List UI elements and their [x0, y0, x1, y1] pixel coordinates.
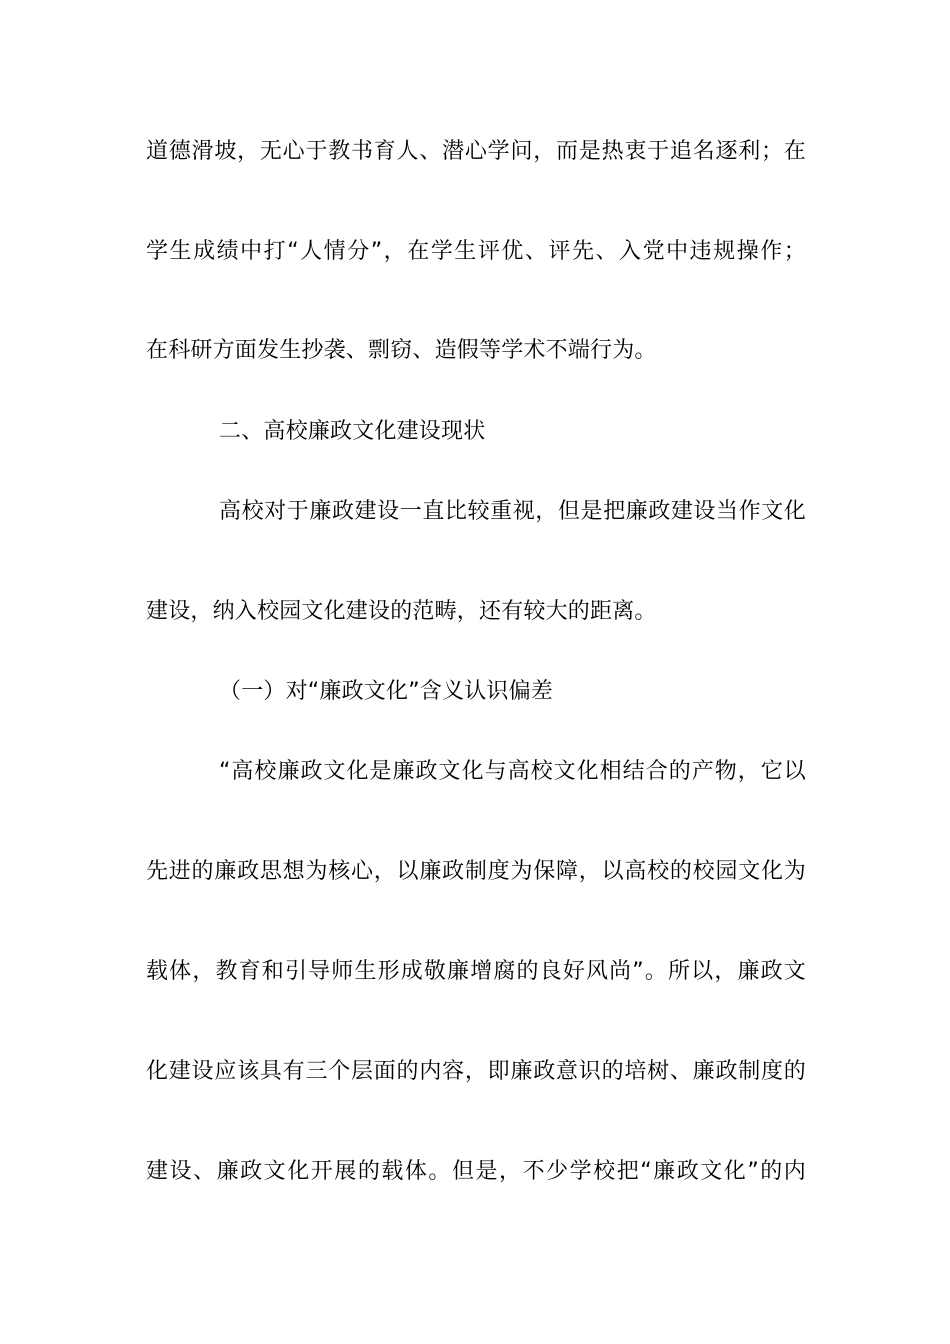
subsection-heading: （一）对“廉政文化”含义认识偏差 — [219, 679, 553, 704]
paragraph-line-1: 道德滑坡，无心于教书育人、潜心学问，而是热衷于追名逐利；在 — [146, 139, 806, 164]
paragraph-line-6: “高校廉政文化是廉政文化与高校文化相结合的产物，它以 — [219, 759, 806, 784]
paragraph-line-5: 建设，纳入校园文化建设的范畴，还有较大的距离。 — [146, 599, 657, 624]
paragraph-line-4: 高校对于廉政建设一直比较重视，但是把廉政建设当作文化 — [219, 499, 806, 524]
paragraph-line-7: 先进的廉政思想为核心，以廉政制度为保障，以高校的校园文化为 — [146, 859, 806, 884]
paragraph-line-3: 在科研方面发生抄袭、剽窃、造假等学术不端行为。 — [146, 338, 657, 363]
paragraph-line-8: 载体，教育和引导师生形成敬廉增腐的良好风尚”。所以，廉政文 — [146, 959, 806, 984]
paragraph-line-2: 学生成绩中打“人情分”，在学生评优、评先、入党中违规操作； — [146, 239, 806, 264]
paragraph-line-9: 化建设应该具有三个层面的内容，即廉政意识的培树、廉政制度的 — [146, 1059, 806, 1084]
paragraph-line-10: 建设、廉政文化开展的载体。但是，不少学校把“廉政文化”的内 — [146, 1159, 806, 1184]
section-heading: 二、高校廉政文化建设现状 — [219, 419, 486, 444]
